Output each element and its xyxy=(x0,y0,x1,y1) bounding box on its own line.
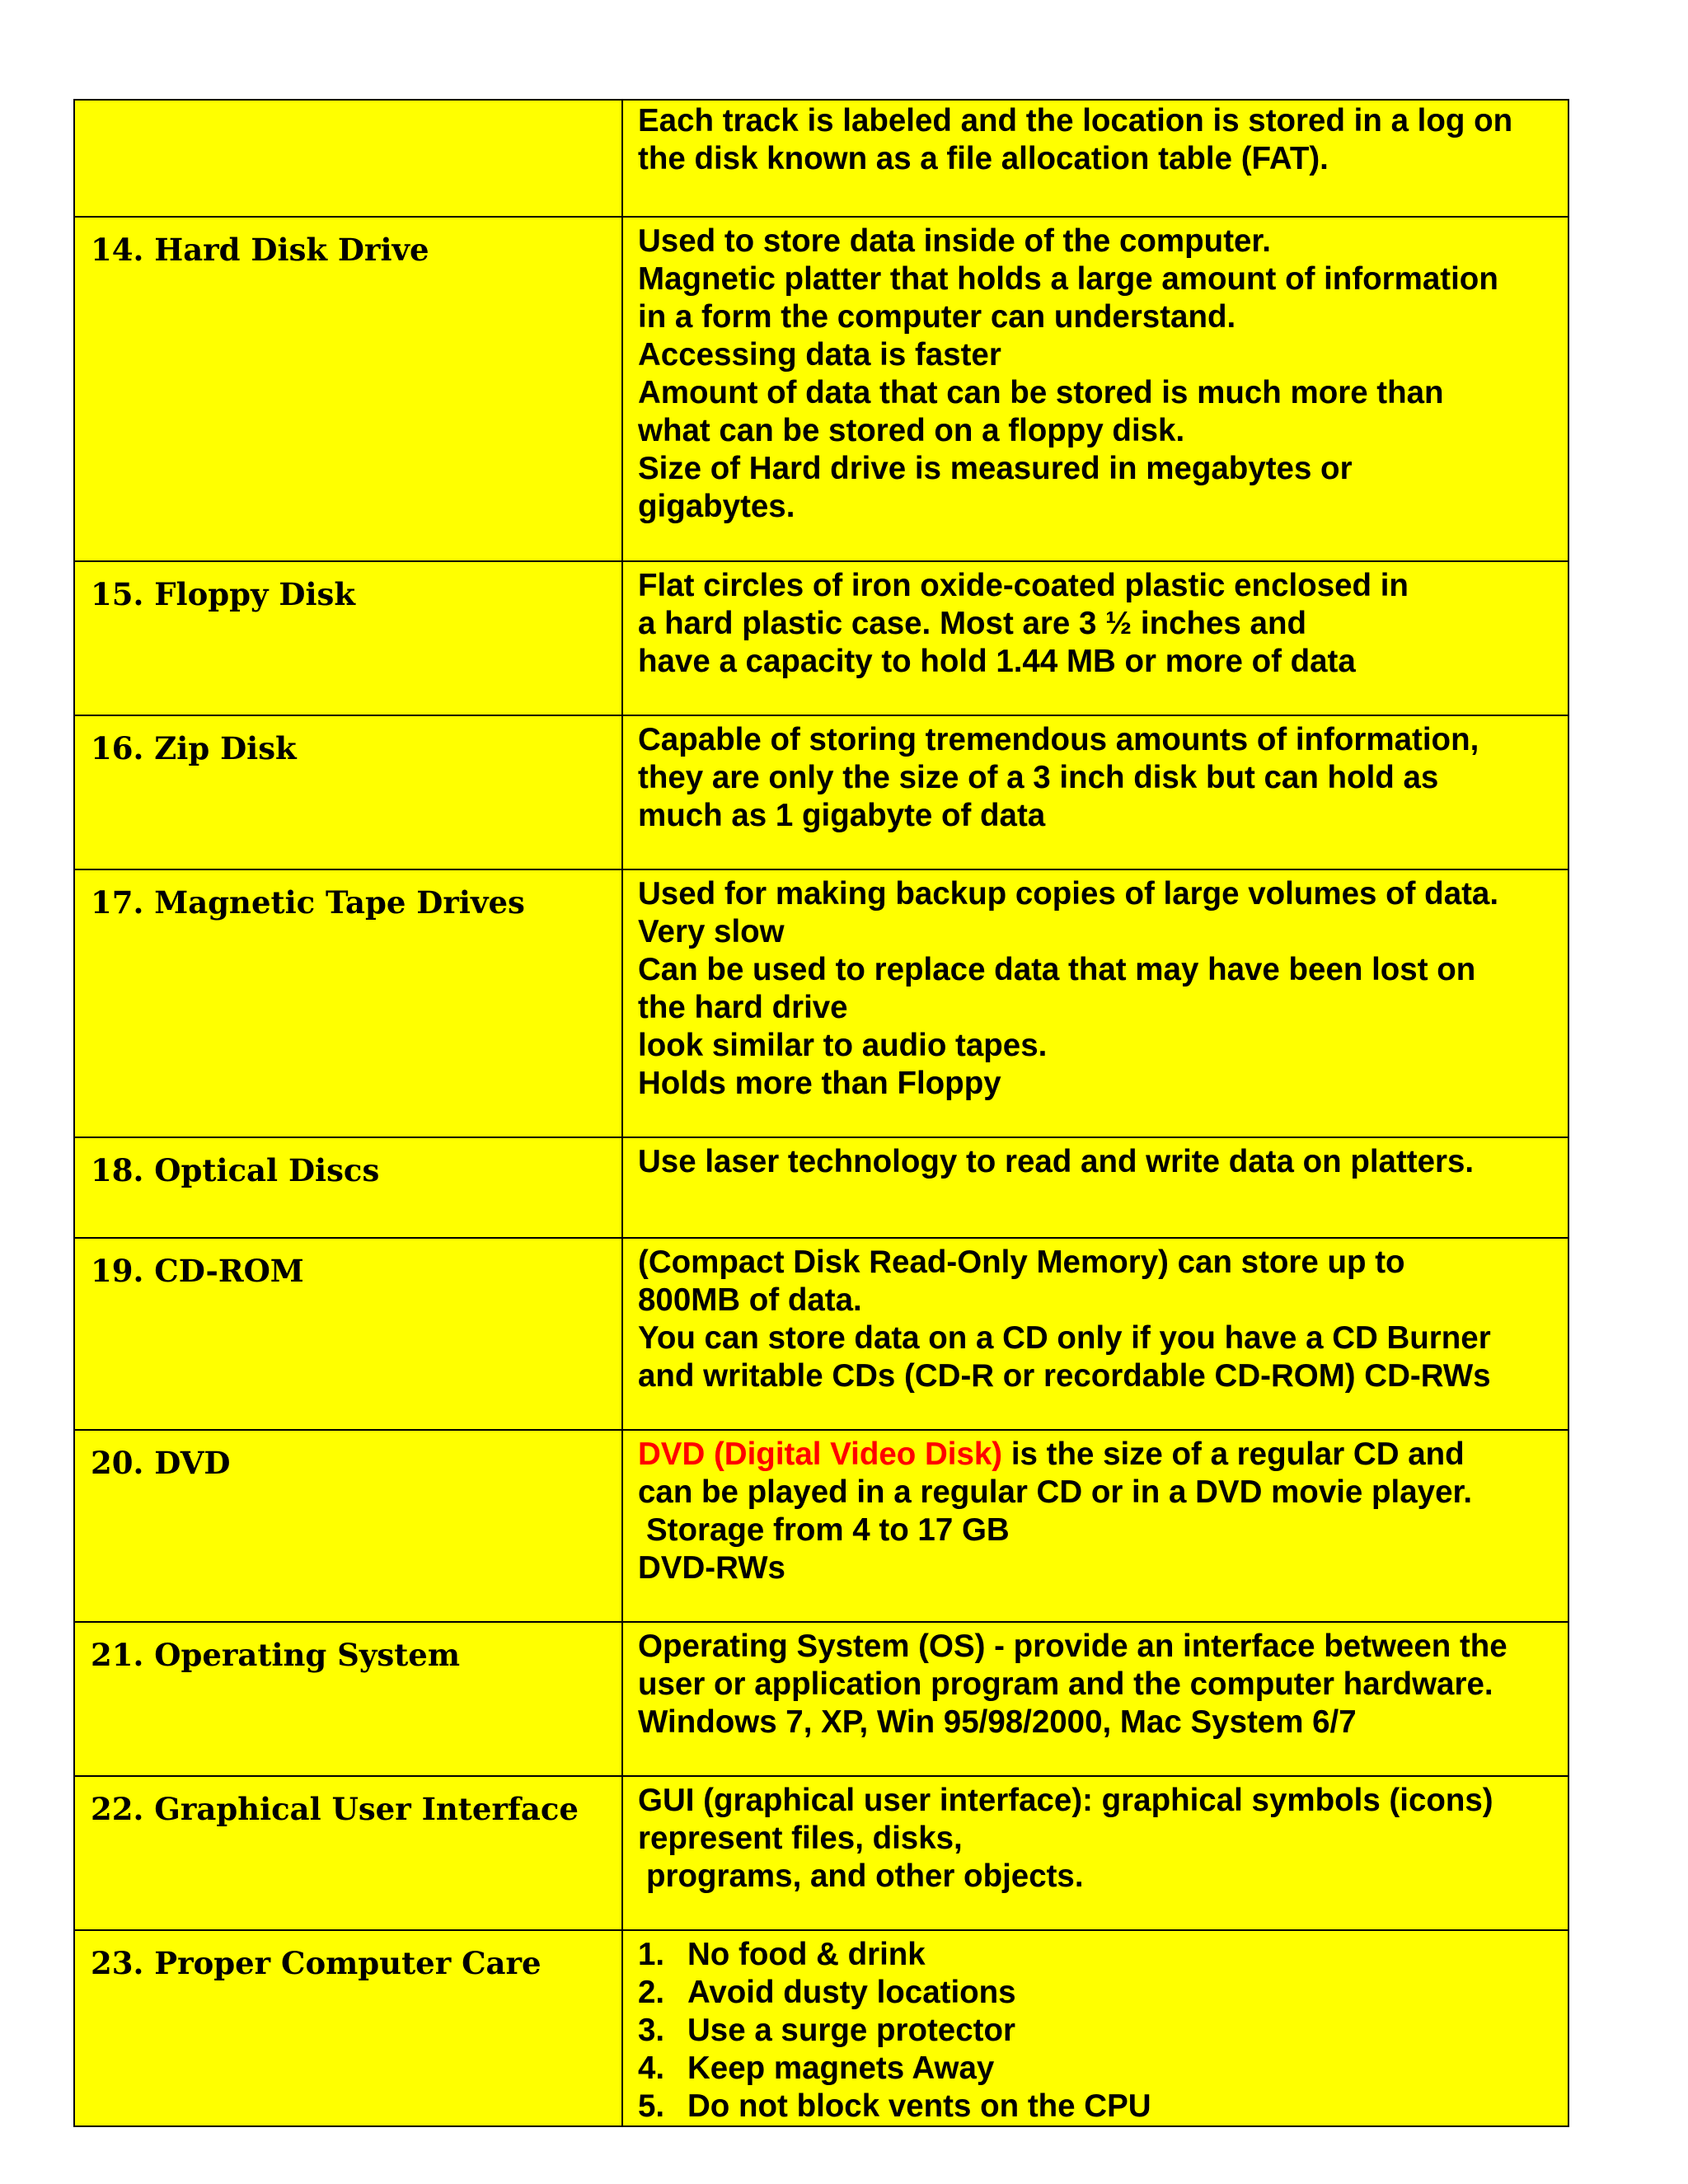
table-row xyxy=(74,1776,1568,1930)
definition-line: Operating System (OS) - provide an interface between the xyxy=(638,1629,1507,1664)
definition-line: a hard plastic case. Most are 3 ½ inches and xyxy=(638,606,1306,641)
definition-cell xyxy=(622,1930,1568,2126)
list-text: Do not block vents on the CPU xyxy=(687,2088,1151,2124)
term-label: 23. Proper Computer Care xyxy=(91,1945,542,1981)
definition-text xyxy=(623,1623,1568,1741)
list-number: 3. xyxy=(638,2013,665,2048)
definition-line: in a form the computer can understand. xyxy=(638,299,1236,335)
list-text: Avoid dusty locations xyxy=(687,1975,1016,2010)
list-item xyxy=(638,1936,1559,1974)
definition-line: they are only the size of a 3 inch disk but can hold as xyxy=(638,760,1439,795)
definition-cell xyxy=(622,869,1568,1137)
definition-text xyxy=(623,1431,1568,1587)
definition-line: user or application program and the computer hardware. xyxy=(638,1666,1493,1702)
definition-line-rest: is the size of a regular CD and xyxy=(1002,1436,1465,1472)
term-cell xyxy=(74,1622,622,1776)
term-cell xyxy=(74,1238,622,1430)
list-item xyxy=(638,2088,1559,2125)
table-row xyxy=(74,217,1568,561)
definition-line: and writable CDs (CD-R or recordable CD-ROM) CD-RWs xyxy=(638,1358,1491,1394)
definition-line: what can be stored on a floppy disk. xyxy=(638,413,1185,448)
term-label: 22. Graphical User Interface xyxy=(91,1791,579,1827)
table-row xyxy=(74,1622,1568,1776)
definition-text xyxy=(623,1777,1568,1896)
term-cell xyxy=(74,869,622,1137)
table-row xyxy=(74,1238,1568,1430)
term-label: 20. DVD xyxy=(91,1445,231,1481)
term-label: 16. Zip Disk xyxy=(91,730,297,766)
list-number: 4. xyxy=(638,2050,665,2086)
list-number: 1. xyxy=(638,1937,665,1972)
list-text: Use a surge protector xyxy=(687,2013,1015,2048)
definition-line: Amount of data that can be stored is much more than xyxy=(638,375,1444,410)
definition-line: Magnetic platter that holds a large amount of information xyxy=(638,261,1498,297)
definition-line: look similar to audio tapes. xyxy=(638,1028,1048,1063)
definition-line: Size of Hard drive is measured in megabytes or xyxy=(638,451,1353,486)
definition-line: gigabytes. xyxy=(638,489,795,524)
list-item xyxy=(638,1974,1559,2012)
definition-cell xyxy=(622,1238,1568,1430)
definition-line: much as 1 gigabyte of data xyxy=(638,798,1046,833)
definition-line: the disk known as a file allocation table (FAT). xyxy=(638,141,1329,176)
definition-line: have a capacity to hold 1.44 MB or more of data xyxy=(638,644,1356,679)
definition-line: Used to store data inside of the computer. xyxy=(638,223,1271,259)
definition-cell xyxy=(622,1430,1568,1622)
care-list xyxy=(638,1936,1559,2125)
term-cell xyxy=(74,1930,622,2126)
list-item xyxy=(638,2012,1559,2050)
definition-text xyxy=(623,716,1568,835)
definition-cell xyxy=(622,1776,1568,1930)
term-cell xyxy=(74,1430,622,1622)
glossary-table xyxy=(73,99,1569,2127)
term-label: 17. Magnetic Tape Drives xyxy=(91,884,525,921)
definition-cell xyxy=(622,217,1568,561)
list-text: Keep magnets Away xyxy=(687,2050,995,2086)
term-cell xyxy=(74,1776,622,1930)
term-cell xyxy=(74,100,622,217)
term-cell xyxy=(74,715,622,869)
definition-cell xyxy=(622,1137,1568,1238)
table-row xyxy=(74,100,1568,217)
definition-line: Can be used to replace data that may have been lost on xyxy=(638,952,1476,987)
definition-line: Accessing data is faster xyxy=(638,337,1001,373)
definition-text xyxy=(623,562,1568,681)
term-cell xyxy=(74,561,622,715)
term-label: 18. Optical Discs xyxy=(91,1152,380,1188)
definition-line: programs, and other objects. xyxy=(646,1858,1084,1894)
term-label: 15. Floppy Disk xyxy=(91,576,355,612)
term-label: 14. Hard Disk Drive xyxy=(91,232,429,268)
definition-line: can be played in a regular CD or in a DVD movie player. xyxy=(638,1474,1473,1510)
definition-text xyxy=(623,870,1568,1103)
term-label: 21. Operating System xyxy=(91,1637,460,1673)
table-row xyxy=(74,869,1568,1137)
table-row xyxy=(74,1430,1568,1622)
definition-line: (Compact Disk Read-Only Memory) can store up to xyxy=(638,1244,1405,1280)
table-row xyxy=(74,1137,1568,1238)
definition-line: You can store data on a CD only if you have a CD Burner xyxy=(638,1320,1491,1356)
definition-line: 800MB of data. xyxy=(638,1282,862,1318)
definition-text xyxy=(623,1138,1568,1181)
term-cell xyxy=(74,1137,622,1238)
definition-line: Capable of storing tremendous amounts of information, xyxy=(638,722,1479,757)
definition-cell xyxy=(622,1622,1568,1776)
definition-line: Storage from 4 to 17 GB xyxy=(646,1512,1010,1548)
list-number: 2. xyxy=(638,1975,665,2010)
table-row xyxy=(74,715,1568,869)
definition-line: Used for making backup copies of large volumes of data. xyxy=(638,876,1499,912)
term-cell xyxy=(74,217,622,561)
definition-line: DVD-RWs xyxy=(638,1550,785,1586)
definition-line: the hard drive xyxy=(638,990,848,1025)
term-label xyxy=(75,101,621,114)
definition-line: Windows 7, XP, Win 95/98/2000, Mac System 6/7 xyxy=(638,1704,1357,1740)
definition-line: Very slow xyxy=(638,914,785,949)
definition-line: Flat circles of iron oxide-coated plastic enclosed in xyxy=(638,568,1409,603)
table-row xyxy=(74,1930,1568,2126)
definition-line xyxy=(638,1436,1559,1474)
definition-line: Holds more than Floppy xyxy=(638,1066,1001,1101)
definition-text xyxy=(623,101,1568,178)
definition-cell xyxy=(622,561,1568,715)
table-row xyxy=(74,561,1568,715)
term-label: 19. CD-ROM xyxy=(91,1253,304,1289)
definition-cell xyxy=(622,100,1568,217)
list-number: 5. xyxy=(638,2088,665,2124)
definition-cell xyxy=(622,715,1568,869)
dvd-highlight-text: DVD (Digital Video Disk) xyxy=(638,1436,1003,1472)
list-item xyxy=(638,2050,1559,2088)
definition-text xyxy=(623,1931,1568,2125)
list-text: No food & drink xyxy=(687,1937,926,1972)
definition-line: GUI (graphical user interface): graphical symbols (icons) xyxy=(638,1783,1493,1818)
definition-text xyxy=(623,218,1568,526)
definition-text xyxy=(623,1239,1568,1395)
definition-line: Each track is labeled and the location is stored in a log on xyxy=(638,103,1513,138)
definition-line: represent files, disks, xyxy=(638,1821,963,1856)
definition-line: Use laser technology to read and write data on platters. xyxy=(638,1144,1475,1179)
